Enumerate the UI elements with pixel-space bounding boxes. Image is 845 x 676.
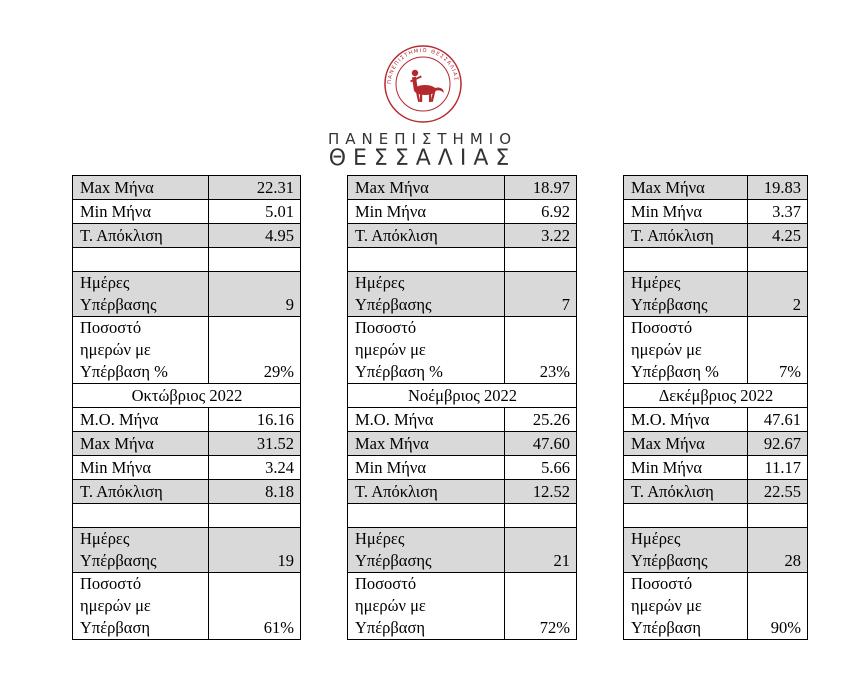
label-pct: Ποσοστό ημερών με Υπέρβαση (624, 573, 748, 640)
table-row (73, 480, 808, 504)
table-row (73, 528, 808, 573)
label-std: Τ. Απόκλιση (624, 480, 748, 504)
university-name-line1: ΠΑΝΕΠΙΣΤΗΜΙΟ (327, 130, 518, 148)
label-min: Min Μήνα (624, 456, 748, 480)
label-min: Min Μήνα (348, 456, 505, 480)
value-pct: 72% (505, 573, 577, 640)
label-std: Τ. Απόκλιση (624, 224, 748, 248)
seal-ring-text: ΠΑΝΕΠΙΣΤΗΜΙΟ ΘΕΣΣΑΛΙΑΣ (386, 47, 459, 85)
label-days: Ημέρες Υπέρβασης (73, 272, 209, 317)
value-days: 21 (505, 528, 577, 573)
value-mean: 16.16 (209, 408, 301, 432)
label-min: Min Μήνα (348, 200, 505, 224)
value-min: 5.66 (505, 456, 577, 480)
value-min: 11.17 (748, 456, 808, 480)
empty-row (73, 248, 808, 272)
value-mean: 25.26 (505, 408, 577, 432)
label-pct: Ποσοστό ημερών με Υπέρβαση % (73, 317, 209, 384)
value-min: 3.37 (748, 200, 808, 224)
label-std: Τ. Απόκλιση (73, 480, 209, 504)
label-days: Ημέρες Υπέρβασης (624, 272, 748, 317)
value-max: 19.83 (748, 176, 808, 200)
table-row (73, 408, 808, 432)
svg-text:ΠΑΝΕΠΙΣΤΗΜΙΟ ΘΕΣΣΑΛΙΑΣ (386, 48, 458, 84)
value-mean: 47.61 (748, 408, 808, 432)
value-max: 22.31 (209, 176, 301, 200)
table-row (73, 176, 808, 200)
label-pct: Ποσοστό ημερών με Υπέρβαση % (624, 317, 748, 384)
value-std: 22.55 (748, 480, 808, 504)
label-min: Min Μήνα (624, 200, 748, 224)
table-row (73, 200, 808, 224)
value-min: 6.92 (505, 200, 577, 224)
table-row (73, 456, 808, 480)
value-std: 12.52 (505, 480, 577, 504)
label-std: Τ. Απόκλιση (348, 480, 505, 504)
label-days: Ημέρες Υπέρβασης (73, 528, 209, 573)
value-max: 92.67 (748, 432, 808, 456)
table-row (73, 272, 808, 317)
university-seal-icon (383, 44, 463, 124)
value-max: 31.52 (209, 432, 301, 456)
value-pct: 90% (748, 573, 808, 640)
label-days: Ημέρες Υπέρβασης (348, 528, 505, 573)
month-title: Νοέμβριος 2022 (348, 384, 577, 408)
value-pct: 29% (209, 317, 301, 384)
value-days: 2 (748, 272, 808, 317)
table-row (73, 224, 808, 248)
label-max: Max Μήνα (73, 432, 209, 456)
table-row (73, 317, 808, 384)
label-max: Max Μήνα (73, 176, 209, 200)
value-days: 7 (505, 272, 577, 317)
label-pct: Ποσοστό ημερών με Υπέρβαση (73, 573, 209, 640)
value-min: 3.24 (209, 456, 301, 480)
value-std: 4.25 (748, 224, 808, 248)
table-row (73, 432, 808, 456)
value-min: 5.01 (209, 200, 301, 224)
table-row (73, 573, 808, 640)
label-max: Max Μήνα (348, 176, 505, 200)
empty-row (73, 504, 808, 528)
university-logo (0, 44, 845, 124)
label-std: Τ. Απόκλιση (73, 224, 209, 248)
value-std: 4.95 (209, 224, 301, 248)
university-name-line2: ΘΕΣΣΑΛΙΑΣ (328, 146, 517, 171)
month-title: Δεκέμβριος 2022 (624, 384, 808, 408)
label-mean: Μ.Ο. Μήνα (348, 408, 505, 432)
label-min: Min Μήνα (73, 200, 209, 224)
value-days: 9 (209, 272, 301, 317)
label-days: Ημέρες Υπέρβασης (348, 272, 505, 317)
label-mean: Μ.Ο. Μήνα (73, 408, 209, 432)
label-max: Max Μήνα (624, 176, 748, 200)
value-std: 8.18 (209, 480, 301, 504)
label-mean: Μ.Ο. Μήνα (624, 408, 748, 432)
month-header-row (73, 384, 808, 408)
label-pct: Ποσοστό ημερών με Υπέρβαση (348, 573, 505, 640)
label-days: Ημέρες Υπέρβασης (624, 528, 748, 573)
value-days: 19 (209, 528, 301, 573)
label-min: Min Μήνα (73, 456, 209, 480)
value-pct: 7% (748, 317, 808, 384)
value-max: 18.97 (505, 176, 577, 200)
value-pct: 23% (505, 317, 577, 384)
value-pct: 61% (209, 573, 301, 640)
label-max: Max Μήνα (624, 432, 748, 456)
label-std: Τ. Απόκλιση (348, 224, 505, 248)
value-days: 28 (748, 528, 808, 573)
monthly-statistics-table (72, 175, 808, 640)
label-max: Max Μήνα (348, 432, 505, 456)
month-title: Οκτώβριος 2022 (73, 384, 301, 408)
label-pct: Ποσοστό ημερών με Υπέρβαση % (348, 317, 505, 384)
value-std: 3.22 (505, 224, 577, 248)
value-max: 47.60 (505, 432, 577, 456)
